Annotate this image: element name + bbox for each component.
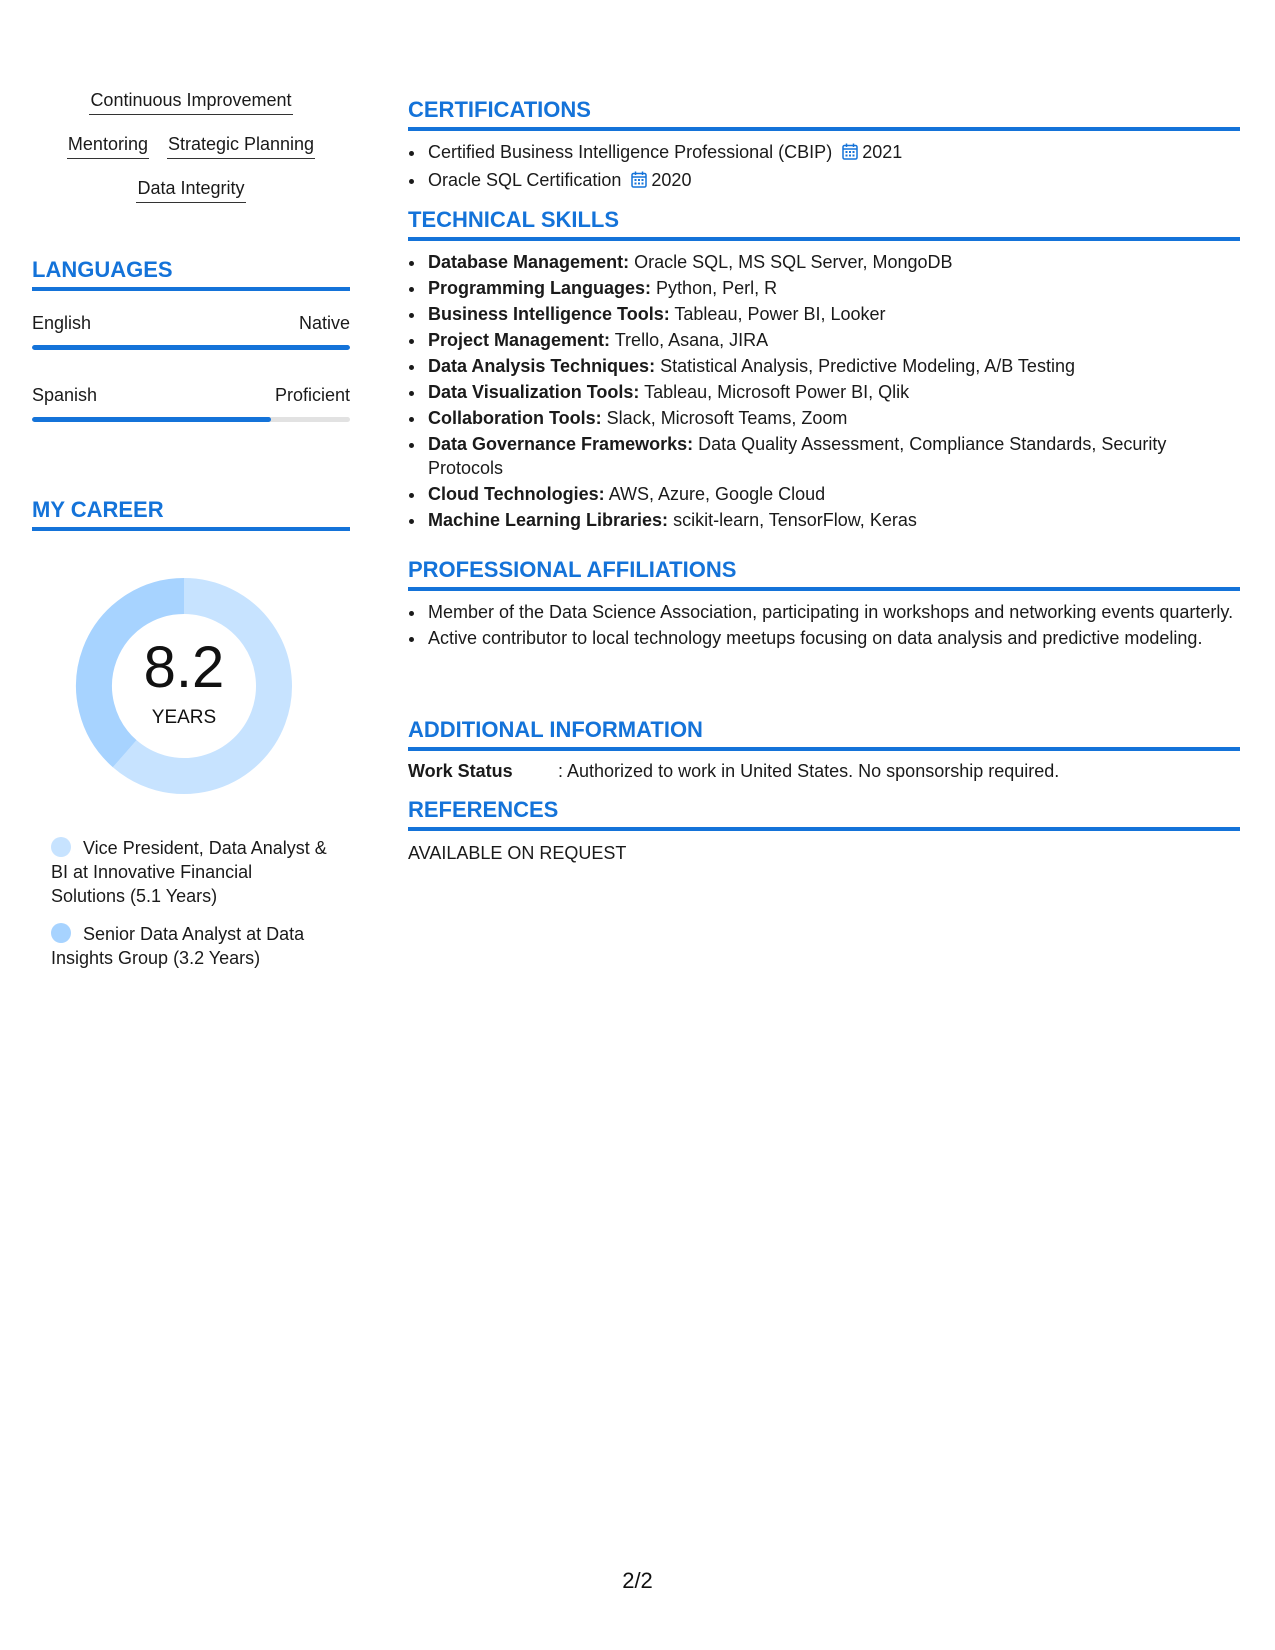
work-status-row bbox=[408, 759, 1240, 783]
skill-category: Programming Languages: bbox=[428, 278, 652, 298]
technical-skill-item bbox=[426, 380, 1240, 404]
certification-item bbox=[426, 168, 1240, 194]
certification-name: Oracle SQL Certification bbox=[428, 170, 622, 190]
affiliations-list bbox=[408, 600, 1240, 650]
skill-chip: Mentoring bbox=[67, 132, 149, 159]
certifications-list bbox=[408, 140, 1240, 194]
skills-chips bbox=[32, 88, 350, 203]
skill-chip: Data Integrity bbox=[136, 176, 245, 203]
career-position-label: Vice President, Data Analyst & BI at Innovative Financial Solutions (5.1 Years) bbox=[51, 838, 327, 906]
language-level: Proficient bbox=[274, 385, 350, 405]
language-item bbox=[32, 383, 350, 422]
legend-dot bbox=[51, 837, 71, 857]
technical-skill-item bbox=[426, 482, 1240, 506]
language-bar-fill bbox=[32, 417, 271, 422]
skill-category: Data Visualization Tools: bbox=[428, 382, 640, 402]
language-name: Spanish bbox=[32, 385, 98, 405]
technical-skills-list bbox=[408, 250, 1240, 532]
skill-values: Oracle SQL, MS SQL Server, MongoDB bbox=[634, 252, 953, 272]
skill-category: Data Governance Frameworks: bbox=[428, 434, 694, 454]
certification-name: Certified Business Intelligence Professional (CBIP) bbox=[428, 142, 833, 162]
references-section bbox=[408, 796, 1240, 865]
skill-chip: Continuous Improvement bbox=[89, 88, 292, 115]
skill-values: Trello, Asana, JIRA bbox=[614, 330, 769, 350]
calendar-icon bbox=[631, 170, 647, 194]
skills-row-1 bbox=[32, 88, 350, 115]
skills-row-3 bbox=[32, 176, 350, 203]
skill-values: Statistical Analysis, Predictive Modeling, A/B Testing bbox=[660, 356, 1075, 376]
career-section bbox=[32, 496, 350, 531]
certifications-title: CERTIFICATIONS bbox=[408, 96, 1240, 131]
career-title: MY CAREER bbox=[32, 496, 350, 531]
skill-category: Collaboration Tools: bbox=[428, 408, 602, 428]
skill-values: Tableau, Power BI, Looker bbox=[674, 304, 886, 324]
certifications-section bbox=[408, 96, 1240, 194]
technical-skill-item bbox=[426, 250, 1240, 274]
affiliation-item: • Member of the Data Science Association, participating in workshops and networking events quarterly. bbox=[426, 600, 1240, 624]
skill-chip: Strategic Planning bbox=[167, 132, 315, 159]
affiliation-item: • Active contributor to local technology meetups focusing on data analysis and predictive modeling. bbox=[426, 626, 1240, 650]
affiliations-section bbox=[408, 556, 1240, 650]
work-status-label: Work Status bbox=[408, 761, 513, 781]
skill-category: Data Analysis Techniques: bbox=[428, 356, 656, 376]
languages-section bbox=[32, 256, 350, 422]
language-item bbox=[32, 311, 350, 350]
additional-info-title: ADDITIONAL INFORMATION bbox=[408, 716, 1240, 751]
donut-center bbox=[64, 566, 304, 806]
technical-skill-item bbox=[426, 276, 1240, 300]
language-bar bbox=[32, 417, 350, 422]
technical-skill-item bbox=[426, 302, 1240, 326]
technical-skill-item bbox=[426, 328, 1240, 352]
technical-skill-item bbox=[426, 432, 1240, 480]
technical-skill-item bbox=[426, 508, 1240, 532]
calendar-icon bbox=[842, 142, 858, 166]
language-bar-fill bbox=[32, 345, 350, 350]
skill-values: AWS, Azure, Google Cloud bbox=[608, 484, 826, 504]
skill-category: Project Management: bbox=[428, 330, 611, 350]
skill-values: Python, Perl, R bbox=[656, 278, 778, 298]
affiliations-title: PROFESSIONAL AFFILIATIONS bbox=[408, 556, 1240, 591]
references-title: REFERENCES bbox=[408, 796, 1240, 831]
skill-category: Database Management: bbox=[428, 252, 630, 272]
language-level: Native bbox=[298, 313, 350, 333]
technical-skills-section bbox=[408, 206, 1240, 532]
skill-category: Machine Learning Libraries: bbox=[428, 510, 669, 530]
skill-category: Cloud Technologies: bbox=[428, 484, 605, 504]
languages-title: LANGUAGES bbox=[32, 256, 350, 291]
language-bar bbox=[32, 345, 350, 350]
career-position-label: Senior Data Analyst at Data Insights Group (3.2 Years) bbox=[51, 924, 305, 968]
skill-values: scikit-learn, TensorFlow, Keras bbox=[673, 510, 917, 530]
skill-values: Tableau, Microsoft Power BI, Qlik bbox=[644, 382, 910, 402]
page-number: 2/2 bbox=[622, 1568, 653, 1593]
skills-row-2 bbox=[32, 132, 350, 159]
skill-category: Business Intelligence Tools: bbox=[428, 304, 670, 324]
career-position bbox=[51, 836, 331, 908]
technical-skill-item bbox=[426, 406, 1240, 430]
certification-year: 2020 bbox=[651, 170, 692, 190]
technical-skills-title: TECHNICAL SKILLS bbox=[408, 206, 1240, 241]
career-total-unit: YEARS bbox=[151, 707, 217, 728]
skill-values: Data Quality Assessment, Compliance Standards, Security Protocols bbox=[428, 434, 1167, 478]
skill-values: Slack, Microsoft Teams, Zoom bbox=[606, 408, 848, 428]
certification-year: 2021 bbox=[862, 142, 903, 162]
career-total-years: 8.2 bbox=[143, 635, 225, 700]
additional-info-section bbox=[408, 716, 1240, 783]
language-name: English bbox=[32, 313, 92, 333]
certification-item bbox=[426, 140, 1240, 166]
work-status-value: : Authorized to work in United States. No sponsorship required. bbox=[558, 761, 1060, 781]
references-text: AVAILABLE ON REQUEST bbox=[408, 843, 627, 863]
technical-skill-item bbox=[426, 354, 1240, 378]
career-donut bbox=[64, 566, 304, 806]
legend-dot bbox=[51, 923, 71, 943]
career-position bbox=[51, 922, 331, 970]
